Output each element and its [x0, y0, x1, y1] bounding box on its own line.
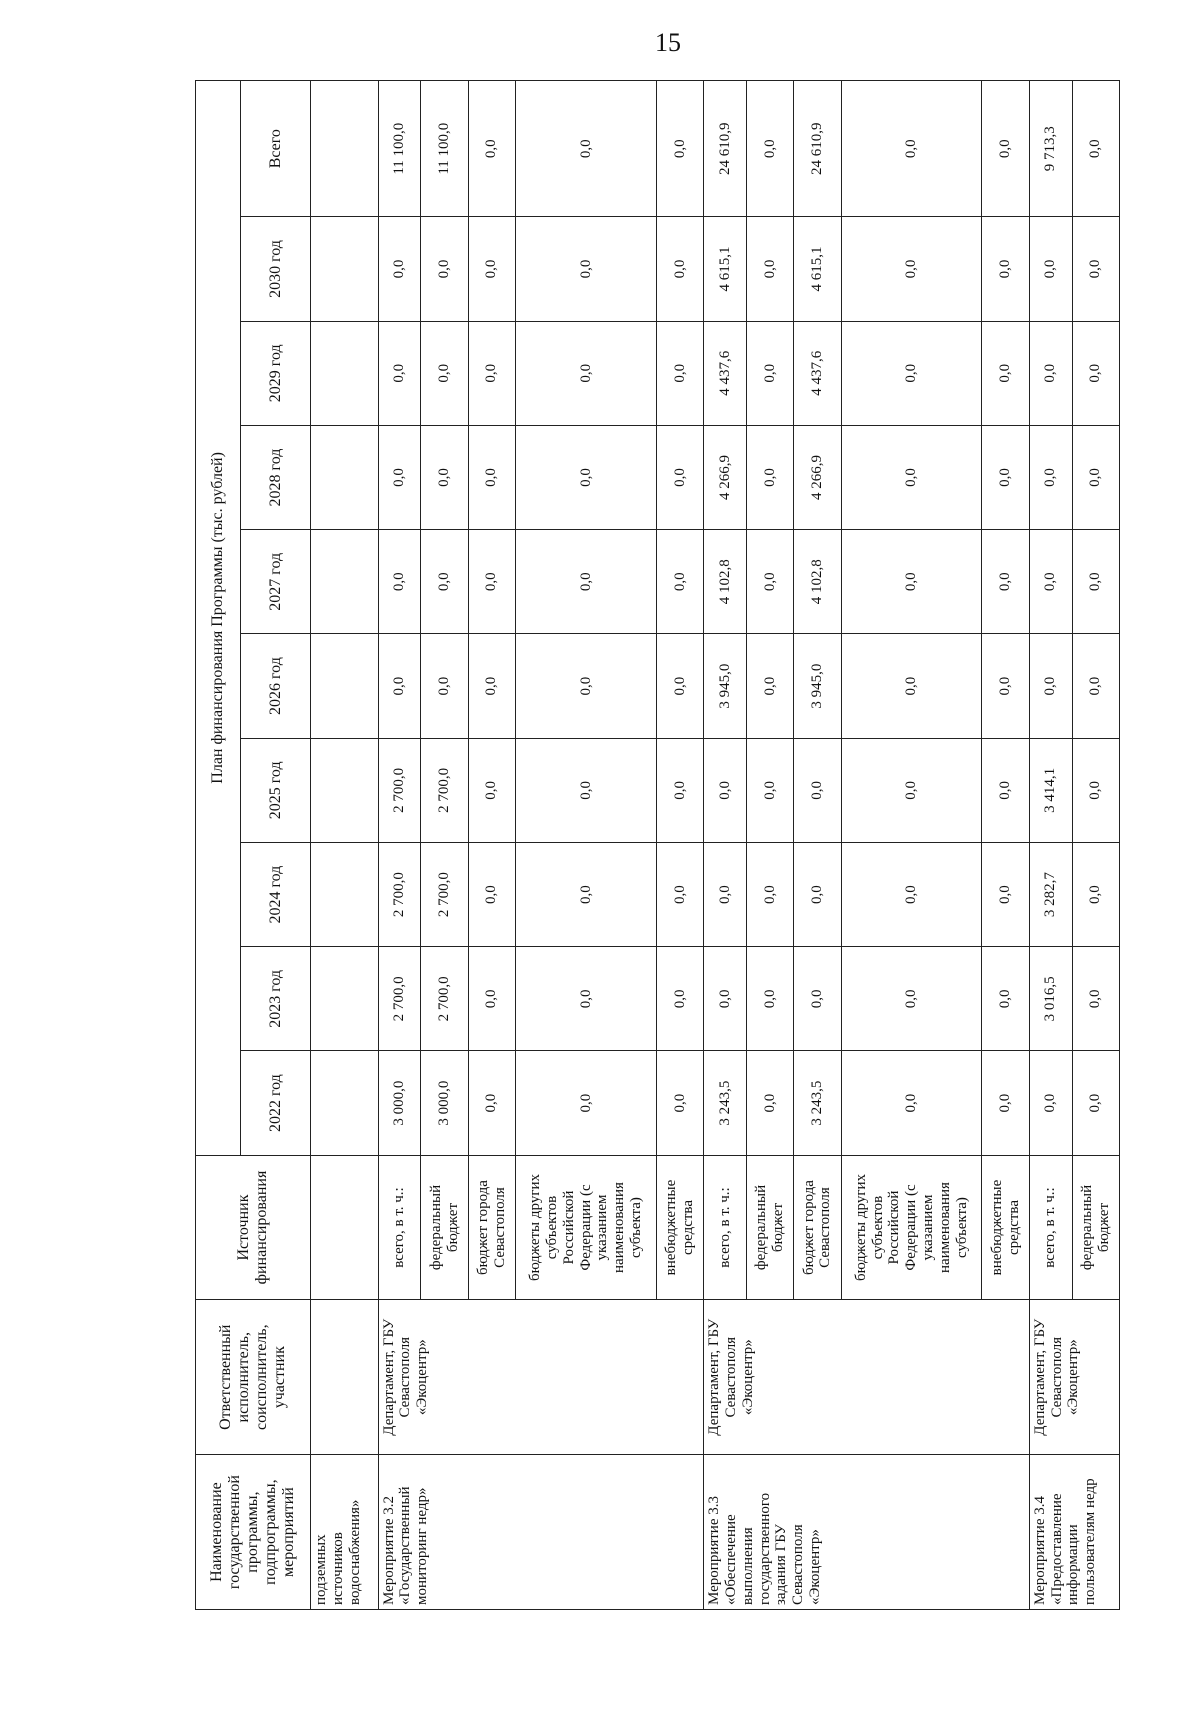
year-value-cell: 0,0	[982, 425, 1029, 529]
header-year: 2027 год	[241, 530, 311, 634]
header-name: Наименование государственной программы, подпрограммы, мероприятий	[196, 1455, 311, 1610]
year-value-cell: 2 700,0	[378, 842, 421, 946]
total-value-cell: 0,0	[468, 81, 515, 217]
year-value-cell: 0,0	[656, 1051, 703, 1155]
funding-source-cell: всего, в т. ч.:	[704, 1155, 747, 1300]
year-value-cell: 0,0	[982, 321, 1029, 425]
year-value-cell: 0,0	[656, 947, 703, 1051]
table-row	[378, 81, 421, 1610]
year-value-cell: 0,0	[378, 321, 421, 425]
year-value-cell: 0,0	[468, 842, 515, 946]
total-value-cell: 0,0	[982, 81, 1029, 217]
year-value-cell: 0,0	[1072, 634, 1119, 738]
year-value-cell: 0,0	[378, 217, 421, 321]
year-value-cell: 0,0	[794, 842, 841, 946]
year-value-cell: 3 282,7	[1029, 842, 1072, 946]
year-value-cell: 0,0	[516, 634, 657, 738]
year-value-cell: 0,0	[468, 1051, 515, 1155]
year-value-cell: 0,0	[421, 530, 468, 634]
year-value-cell: 0,0	[468, 321, 515, 425]
year-value-cell: 0,0	[982, 947, 1029, 1051]
header-financing-plan: План финансирования Программы (тыс. рублей)	[196, 81, 241, 1156]
year-value-cell: 0,0	[516, 217, 657, 321]
year-value-cell	[311, 321, 379, 425]
year-value-cell: 0,0	[1029, 425, 1072, 529]
year-value-cell: 0,0	[746, 842, 793, 946]
year-value-cell: 3 000,0	[378, 1051, 421, 1155]
year-value-cell: 0,0	[841, 321, 982, 425]
responsible-cell	[311, 1300, 379, 1455]
year-value-cell	[311, 634, 379, 738]
year-value-cell	[311, 530, 379, 634]
total-value-cell: 0,0	[841, 81, 982, 217]
year-value-cell: 0,0	[1029, 321, 1072, 425]
year-value-cell: 0,0	[1072, 530, 1119, 634]
year-value-cell: 2 700,0	[378, 947, 421, 1051]
year-value-cell: 0,0	[746, 634, 793, 738]
year-value-cell: 0,0	[516, 1051, 657, 1155]
year-value-cell: 0,0	[468, 530, 515, 634]
year-value-cell: 0,0	[1072, 321, 1119, 425]
funding-source-cell: федеральный бюджет	[746, 1155, 793, 1300]
year-value-cell: 0,0	[1029, 1051, 1072, 1155]
header-year: 2023 год	[241, 947, 311, 1051]
year-value-cell: 0,0	[378, 634, 421, 738]
year-value-cell: 0,0	[656, 530, 703, 634]
year-value-cell: 0,0	[421, 321, 468, 425]
year-value-cell: 0,0	[841, 634, 982, 738]
year-value-cell: 4 266,9	[704, 425, 747, 529]
funding-source-cell: федеральный бюджет	[1072, 1155, 1119, 1300]
year-value-cell: 0,0	[516, 947, 657, 1051]
header-source: Источник финансирования	[196, 1155, 311, 1300]
header-year: 2024 год	[241, 842, 311, 946]
year-value-cell: 0,0	[982, 842, 1029, 946]
funding-source-cell: всего, в т. ч.:	[1029, 1155, 1072, 1300]
year-value-cell: 4 102,8	[704, 530, 747, 634]
year-value-cell: 0,0	[841, 530, 982, 634]
year-value-cell	[311, 425, 379, 529]
year-value-cell: 0,0	[1029, 217, 1072, 321]
year-value-cell: 2 700,0	[421, 947, 468, 1051]
funding-source-cell: всего, в т. ч.:	[378, 1155, 421, 1300]
year-value-cell: 0,0	[656, 217, 703, 321]
year-value-cell: 0,0	[746, 321, 793, 425]
year-value-cell: 0,0	[841, 1051, 982, 1155]
year-value-cell: 0,0	[468, 217, 515, 321]
year-value-cell: 3 016,5	[1029, 947, 1072, 1051]
year-value-cell: 0,0	[1072, 842, 1119, 946]
total-value-cell	[311, 81, 379, 217]
year-value-cell: 4 437,6	[794, 321, 841, 425]
year-value-cell: 2 700,0	[421, 842, 468, 946]
year-value-cell: 3 945,0	[794, 634, 841, 738]
year-value-cell: 0,0	[982, 1051, 1029, 1155]
funding-source-cell: бюджет города Севастополя	[468, 1155, 515, 1300]
funding-source-cell: внебюджетные средства	[982, 1155, 1029, 1300]
year-value-cell: 0,0	[656, 321, 703, 425]
year-value-cell: 4 266,9	[794, 425, 841, 529]
measure-name-cell: Мероприятие 3.3 «Обеспечение выполнения государственного задания ГБУ Севастополя «Экоцентр»	[704, 1455, 1030, 1610]
header-year: Всего	[241, 81, 311, 217]
header-year: 2028 год	[241, 425, 311, 529]
year-value-cell: 2 700,0	[421, 738, 468, 842]
year-value-cell: 0,0	[704, 947, 747, 1051]
total-value-cell: 24 610,9	[704, 81, 747, 217]
year-value-cell: 0,0	[1072, 1051, 1119, 1155]
total-value-cell: 24 610,9	[794, 81, 841, 217]
total-value-cell: 0,0	[746, 81, 793, 217]
year-value-cell: 3 243,5	[704, 1051, 747, 1155]
responsible-cell: Департамент, ГБУ Севастополя «Экоцентр»	[704, 1300, 1030, 1455]
year-value-cell: 0,0	[421, 217, 468, 321]
total-value-cell: 0,0	[516, 81, 657, 217]
year-value-cell: 0,0	[982, 738, 1029, 842]
total-value-cell: 9 713,3	[1029, 81, 1072, 217]
year-value-cell: 0,0	[841, 947, 982, 1051]
year-value-cell: 4 615,1	[704, 217, 747, 321]
year-value-cell: 0,0	[468, 947, 515, 1051]
year-value-cell: 0,0	[468, 634, 515, 738]
year-value-cell: 0,0	[841, 217, 982, 321]
year-value-cell: 0,0	[746, 738, 793, 842]
header-year: 2029 год	[241, 321, 311, 425]
header-year: 2022 год	[241, 1051, 311, 1155]
responsible-cell: Департамент, ГБУ Севастополя «Экоцентр»	[378, 1300, 704, 1455]
year-value-cell: 0,0	[704, 842, 747, 946]
measure-name-cell: Мероприятие 3.2 «Государственный мониторинг недр»	[378, 1455, 704, 1610]
year-value-cell: 0,0	[378, 425, 421, 529]
year-value-cell: 0,0	[746, 530, 793, 634]
year-value-cell: 0,0	[1029, 634, 1072, 738]
year-value-cell: 0,0	[516, 425, 657, 529]
year-value-cell	[311, 217, 379, 321]
year-value-cell: 0,0	[746, 947, 793, 1051]
year-value-cell: 0,0	[794, 947, 841, 1051]
year-value-cell: 0,0	[1072, 947, 1119, 1051]
responsible-cell: Департамент, ГБУ Севастополя «Экоцентр»	[1029, 1300, 1119, 1455]
total-value-cell: 0,0	[1072, 81, 1119, 217]
year-value-cell: 0,0	[704, 738, 747, 842]
year-value-cell: 3 243,5	[794, 1051, 841, 1155]
total-value-cell: 0,0	[656, 81, 703, 217]
year-value-cell: 4 102,8	[794, 530, 841, 634]
page-number: 15	[655, 28, 681, 57]
funding-source-cell	[311, 1155, 379, 1300]
year-value-cell	[311, 947, 379, 1051]
year-value-cell	[311, 738, 379, 842]
year-value-cell: 0,0	[516, 321, 657, 425]
year-value-cell	[311, 1051, 379, 1155]
year-value-cell: 0,0	[656, 842, 703, 946]
header-year: 2026 год	[241, 634, 311, 738]
year-value-cell: 0,0	[421, 634, 468, 738]
year-value-cell: 3 000,0	[421, 1051, 468, 1155]
rotated-table-container	[195, 80, 1120, 1610]
year-value-cell: 0,0	[982, 634, 1029, 738]
total-value-cell: 11 100,0	[378, 81, 421, 217]
year-value-cell: 4 615,1	[794, 217, 841, 321]
year-value-cell: 0,0	[1072, 738, 1119, 842]
funding-source-cell: бюджет города Севастополя	[794, 1155, 841, 1300]
year-value-cell: 0,0	[468, 425, 515, 529]
year-value-cell	[311, 842, 379, 946]
year-value-cell: 0,0	[421, 425, 468, 529]
year-value-cell: 0,0	[794, 738, 841, 842]
header-year: 2030 год	[241, 217, 311, 321]
year-value-cell: 0,0	[982, 217, 1029, 321]
year-value-cell: 0,0	[516, 530, 657, 634]
measure-name-cell: подземных источников водоснабжения»	[311, 1455, 379, 1610]
financing-table	[195, 80, 1120, 1610]
measure-name-cell: Мероприятие 3.4 «Предоставление информации пользователям недр	[1029, 1455, 1119, 1610]
year-value-cell: 3 414,1	[1029, 738, 1072, 842]
year-value-cell: 0,0	[378, 530, 421, 634]
year-value-cell: 0,0	[1072, 217, 1119, 321]
table-row	[311, 81, 379, 1610]
year-value-cell: 3 945,0	[704, 634, 747, 738]
year-value-cell: 0,0	[746, 425, 793, 529]
year-value-cell: 0,0	[1072, 425, 1119, 529]
year-value-cell: 0,0	[982, 530, 1029, 634]
year-value-cell: 0,0	[746, 1051, 793, 1155]
year-value-cell: 0,0	[656, 425, 703, 529]
year-value-cell: 0,0	[656, 738, 703, 842]
year-value-cell: 0,0	[841, 425, 982, 529]
funding-source-cell: бюджеты других субъектов Российской Федерации (с указанием наименования субъекта)	[841, 1155, 982, 1300]
year-value-cell: 0,0	[841, 842, 982, 946]
year-value-cell: 2 700,0	[378, 738, 421, 842]
year-value-cell: 0,0	[468, 738, 515, 842]
year-value-cell: 0,0	[656, 634, 703, 738]
funding-source-cell: бюджеты других субъектов Российской Федерации (с указанием наименования субъекта)	[516, 1155, 657, 1300]
table-row	[704, 81, 747, 1610]
year-value-cell: 4 437,6	[704, 321, 747, 425]
header-responsible: Ответственный исполнитель, соисполнитель, участник	[196, 1300, 311, 1455]
funding-source-cell: федеральный бюджет	[421, 1155, 468, 1300]
total-value-cell: 11 100,0	[421, 81, 468, 217]
funding-source-cell: внебюджетные средства	[656, 1155, 703, 1300]
header-year: 2025 год	[241, 738, 311, 842]
year-value-cell: 0,0	[516, 842, 657, 946]
table-row	[1029, 81, 1072, 1610]
year-value-cell: 0,0	[746, 217, 793, 321]
year-value-cell: 0,0	[1029, 530, 1072, 634]
year-value-cell: 0,0	[841, 738, 982, 842]
year-value-cell: 0,0	[516, 738, 657, 842]
